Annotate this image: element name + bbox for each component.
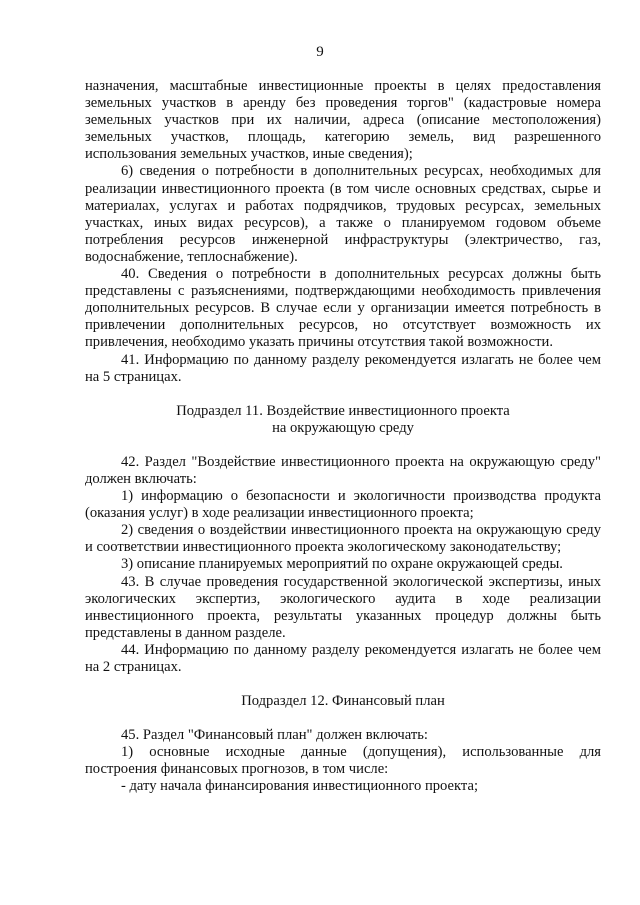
paragraph-45-item-1: 1) основные исходные данные (допущения), использованные для построения финансовых прогнозов, в том числе: [85,744,601,778]
paragraph-40: 40. Сведения о потребности в дополнительных ресурсах должны быть представлены с разъяснениями, подтверждающими необходимость привлечения дополнительных ресурсов. В случае если у организации имеется потребность в привлечении дополнительных ресурсов, но отсутствует возможность их привлечения, необходимо указать причины отсутствия такой возможности. [85,266,601,351]
paragraph-42-item-2: 2) сведения о воздействии инвестиционного проекта на окружающую среду и соответствии инвестиционного проекта экологическому законодательству; [85,522,601,556]
paragraph-continuation: назначения, масштабные инвестиционные проекты в целях предоставления земельных участков в аренду без проведения торгов" (кадастровые номера земельных участков при их наличии, адреса (описание местоположения) земельных участков, площадь, категорию земель, вид разрешенного использования земельных участков, иные сведения); [85,78,601,163]
page-body [85,78,601,796]
page-number: 9 [316,44,324,60]
paragraph-41: 41. Информацию по данному разделу рекомендуется излагать не более чем на 5 страницах. [85,351,601,385]
subsection-12-heading: Подраздел 12. Финансовый план [241,693,445,710]
paragraph-45-bullet-start-date: - дату начала финансирования инвестиционного проекта; [121,778,478,795]
paragraph-42-item-3: 3) описание планируемых мероприятий по охране окружающей среды. [121,556,563,573]
subsection-11-heading-line1: Подраздел 11. Воздействие инвестиционного проекта [176,402,510,419]
subsection-11-heading-line2: на окружающую среду [272,419,414,436]
paragraph-45: 45. Раздел "Финансовый план" должен включать: [121,727,428,744]
paragraph-44: 44. Информацию по данному разделу рекомендуется излагать не более чем на 2 страницах. [85,641,601,675]
paragraph-item-6: 6) сведения о потребности в дополнительных ресурсах, необходимых для реализации инвестиционного проекта (в том числе основных средствах, сырье и материалах, услугах и работах подрядчиков, трудовых ресурсах, земельных участках, иных видах ресурсов), а также о планируемом годовом объеме потребления ресурсов инженерной инфраструктуры (электричество, газ, водоснабжение, теплоснабжение). [85,163,601,265]
paragraph-42-item-1: 1) информацию о безопасности и экологичности производства продукта (оказания услуг) в ходе реализации инвестиционного проекта; [85,488,601,522]
paragraph-42: 42. Раздел "Воздействие инвестиционного проекта на окружающую среду" должен включать: [85,453,601,487]
paragraph-43: 43. В случае проведения государственной экологической экспертизы, иных экологических экспертиз, экологического аудита в ходе реализации инвестиционного проекта, результаты указанных процедур должны быть представлены в данном разделе. [85,573,601,641]
